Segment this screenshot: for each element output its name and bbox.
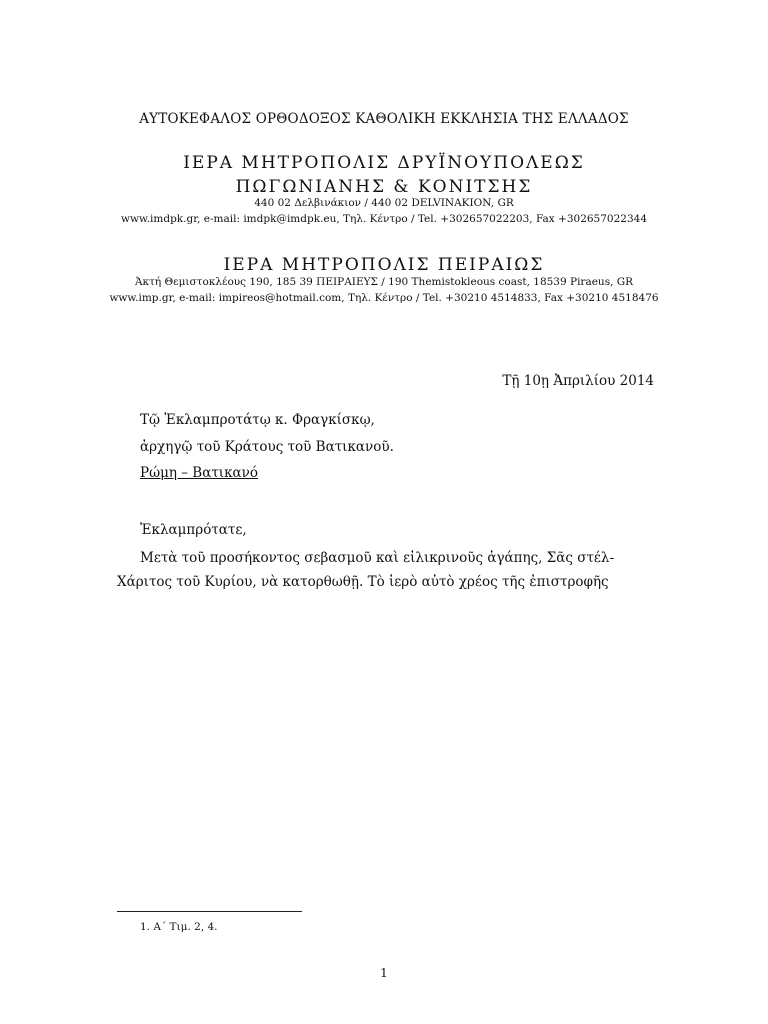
metropolis-2-address: Ἀκτή Θεμιστοκλέους 190, 185 39 ΠΕΙΡΑΙΕΥΣ / 190 Themistokleous coast, 18539 Piraeus, GR: [134, 276, 634, 288]
metropolis-title-1-line2: ΠΩΓΩΝΙΑΝΗΣ & ΚΟΝΙΤΣΗΣ: [235, 177, 533, 197]
metropolis-title-2: ΙΕΡΑ ΜΗΤΡΟΠΟΛΙΣ ΠΕΙΡΑΙΩΣ: [223, 255, 545, 275]
addressee-line-1: Τῷ Ἐκλαμπροτάτῳ κ. Φραγκίσκῳ,: [140, 412, 375, 428]
church-heading: ΑΥΤΟΚΕΦΑΛΟΣ ΟΡΘΟΔΟΞΟΣ ΚΑΘΟΛΙΚΗ ΕΚΚΛΗΣΙΑ ΤΗΣ ΕΛΛΑΔΟΣ: [139, 111, 629, 127]
addressee-line-2: ἀρχηγῷ τοῦ Κράτους τοῦ Βατικανοῦ.: [140, 439, 394, 455]
metropolis-title-1: ΙΕΡΑ ΜΗΤΡΟΠΟΛΙΣ ΔΡΥΪΝΟΥΠΟΛΕΩΣ: [183, 153, 585, 173]
letter-body: [117, 547, 651, 595]
metropolis-1-address: 440 02 Δελβινάκιον / 440 02 DELVINAKION, GR: [254, 197, 514, 209]
footnote: 1. Α΄ Τιμ. 2, 4.: [140, 921, 218, 933]
salutation: Ἐκλαμπρότατε,: [140, 522, 247, 538]
page-number: 1: [380, 966, 388, 980]
body-line: Χάριτος τοῦ Κυρίου, νὰ κατορθωθῇ. Τὸ ἱερὸ αὐτὸ χρέος τῆς ἐπιστροφῆς: [117, 573, 609, 590]
footnote-divider: [117, 911, 302, 912]
body-line: Μετὰ τοῦ προσήκοντος σεβασμοῦ καὶ εἰλικρινοῦς ἀγάπης, Σᾶς στέλ-: [140, 550, 615, 566]
metropolis-1-contact: www.imdpk.gr, e-mail: imdpk@imdpk.eu, Τηλ. Κέντρο / Tel. +302657022203, Fax +302657022344: [120, 213, 647, 225]
addressee-line-3: Ρώμη – Βατικανό: [140, 465, 258, 481]
metropolis-2-contact: www.imp.gr, e-mail: impireos@hotmail.com, Τηλ. Κέντρο / Tel. +30210 4514833, Fax +30210 4518476: [109, 292, 659, 304]
letter-date: Τῇ 10ῃ Ἀπριλίου 2014: [502, 373, 654, 389]
